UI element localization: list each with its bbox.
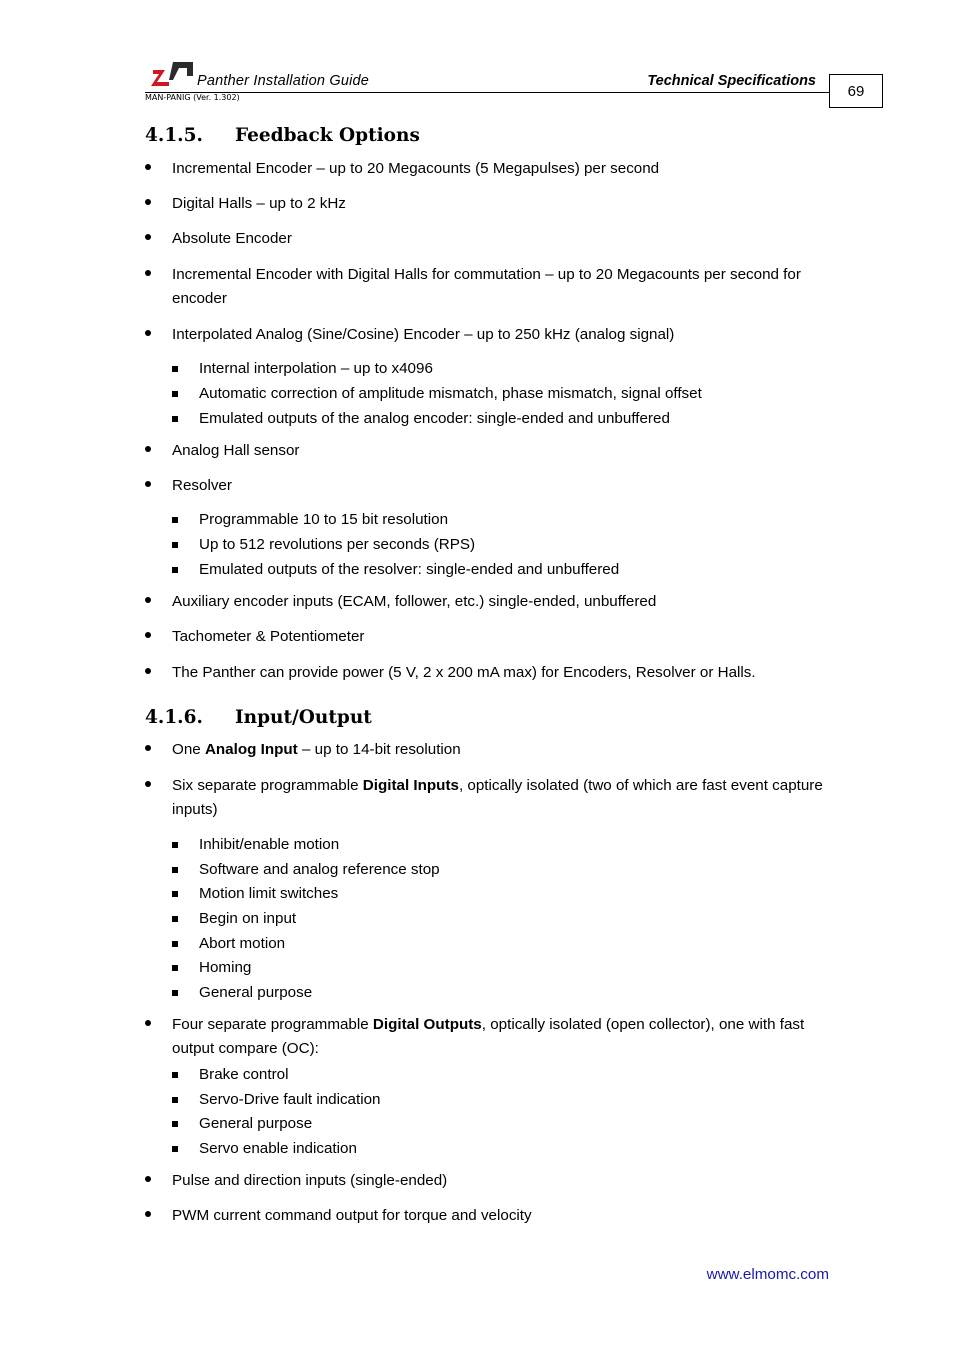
sub-list-item: Software and analog reference stop: [172, 858, 832, 882]
list-item: Six separate programmable Digital Inputs, optically isolated (two of which are fast event capture inputs): [145, 774, 830, 822]
bullet-icon: [145, 164, 151, 170]
list-item: The Panther can provide power (5 V, 2 x 200 mA max) for Encoders, Resolver or Halls.: [145, 661, 830, 685]
bullet-icon: [145, 745, 151, 751]
square-bullet-icon: [172, 567, 178, 573]
square-bullet-icon: [172, 867, 178, 873]
section-title: Technical Specifications: [647, 73, 816, 89]
square-bullet-icon: [172, 1072, 178, 1078]
heading-feedback-options: [145, 125, 420, 146]
heading-number: 4.1.5.: [145, 125, 203, 146]
square-bullet-icon: [172, 1097, 178, 1103]
bullet-icon: [145, 1211, 151, 1217]
sub-list-item: General purpose: [172, 1112, 832, 1136]
sub-list-item: Up to 512 revolutions per seconds (RPS): [172, 533, 832, 557]
square-bullet-icon: [172, 366, 178, 372]
website-link[interactable]: www.elmomc.com: [706, 1266, 829, 1283]
list-item: Digital Halls – up to 2 kHz: [145, 192, 830, 216]
bullet-icon: [145, 781, 151, 787]
bullet-icon: [145, 481, 151, 487]
square-bullet-icon: [172, 517, 178, 523]
square-bullet-icon: [172, 941, 178, 947]
square-bullet-icon: [172, 916, 178, 922]
heading-text: Feedback Options: [235, 125, 420, 146]
sub-list-item: Programmable 10 to 15 bit resolution: [172, 508, 832, 532]
bullet-icon: [145, 632, 151, 638]
sub-list-item: Servo enable indication: [172, 1137, 832, 1161]
list-item: Interpolated Analog (Sine/Cosine) Encoder – up to 250 kHz (analog signal): [145, 323, 830, 347]
bullet-icon: [145, 1020, 151, 1026]
square-bullet-icon: [172, 891, 178, 897]
bullet-icon: [145, 668, 151, 674]
sub-list-item: Homing: [172, 956, 832, 980]
square-bullet-icon: [172, 391, 178, 397]
square-bullet-icon: [172, 842, 178, 848]
heading-input-output: [145, 707, 372, 728]
sub-list-item: Inhibit/enable motion: [172, 833, 832, 857]
sub-list-item: Internal interpolation – up to x4096: [172, 357, 832, 381]
sub-list-item: Emulated outputs of the resolver: single-ended and unbuffered: [172, 558, 832, 582]
bullet-icon: [145, 270, 151, 276]
bullet-icon: [145, 330, 151, 336]
sub-list-item: Begin on input: [172, 907, 832, 931]
list-item: Analog Hall sensor: [145, 439, 830, 463]
page-header: [145, 56, 830, 104]
square-bullet-icon: [172, 1121, 178, 1127]
sub-list-item: Brake control: [172, 1063, 832, 1087]
doc-title: Panther Installation Guide: [197, 73, 370, 89]
bullet-icon: [145, 1176, 151, 1182]
doc-version: MAN-PANIG (Ver. 1.302): [145, 93, 240, 102]
list-item: Pulse and direction inputs (single-ended): [145, 1169, 830, 1193]
list-item: PWM current command output for torque and velocity: [145, 1204, 830, 1228]
list-item: Tachometer & Potentiometer: [145, 625, 830, 649]
sub-list-item: Emulated outputs of the analog encoder: single-ended and unbuffered: [172, 407, 832, 431]
header-rule: [145, 92, 830, 93]
bullet-icon: [145, 234, 151, 240]
list-item: Resolver: [145, 474, 830, 498]
sub-list-item: General purpose: [172, 981, 832, 1005]
sub-list-item: Servo-Drive fault indication: [172, 1088, 832, 1112]
elmo-logo: [149, 58, 195, 88]
sub-list-item: Automatic correction of amplitude mismatch, phase mismatch, signal offset: [172, 382, 832, 406]
list-item: Four separate programmable Digital Outputs, optically isolated (open collector), one with fast output compare (OC):: [145, 1013, 830, 1061]
bullet-icon: [145, 199, 151, 205]
heading-text: Input/Output: [235, 707, 372, 728]
square-bullet-icon: [172, 542, 178, 548]
square-bullet-icon: [172, 965, 178, 971]
square-bullet-icon: [172, 416, 178, 422]
square-bullet-icon: [172, 1146, 178, 1152]
square-bullet-icon: [172, 990, 178, 996]
sub-list-item: Motion limit switches: [172, 882, 832, 906]
sub-list-item: Abort motion: [172, 932, 832, 956]
list-item: Absolute Encoder: [145, 227, 830, 251]
bullet-icon: [145, 446, 151, 452]
page-number: 69: [829, 74, 883, 108]
list-item: Incremental Encoder with Digital Halls for commutation – up to 20 Megacounts per second for encoder: [145, 263, 830, 311]
list-item: One Analog Input – up to 14-bit resolution: [145, 738, 830, 762]
heading-number: 4.1.6.: [145, 707, 203, 728]
list-item: Auxiliary encoder inputs (ECAM, follower, etc.) single-ended, unbuffered: [145, 590, 830, 614]
bullet-icon: [145, 597, 151, 603]
list-item: Incremental Encoder – up to 20 Megacounts (5 Megapulses) per second: [145, 157, 830, 181]
